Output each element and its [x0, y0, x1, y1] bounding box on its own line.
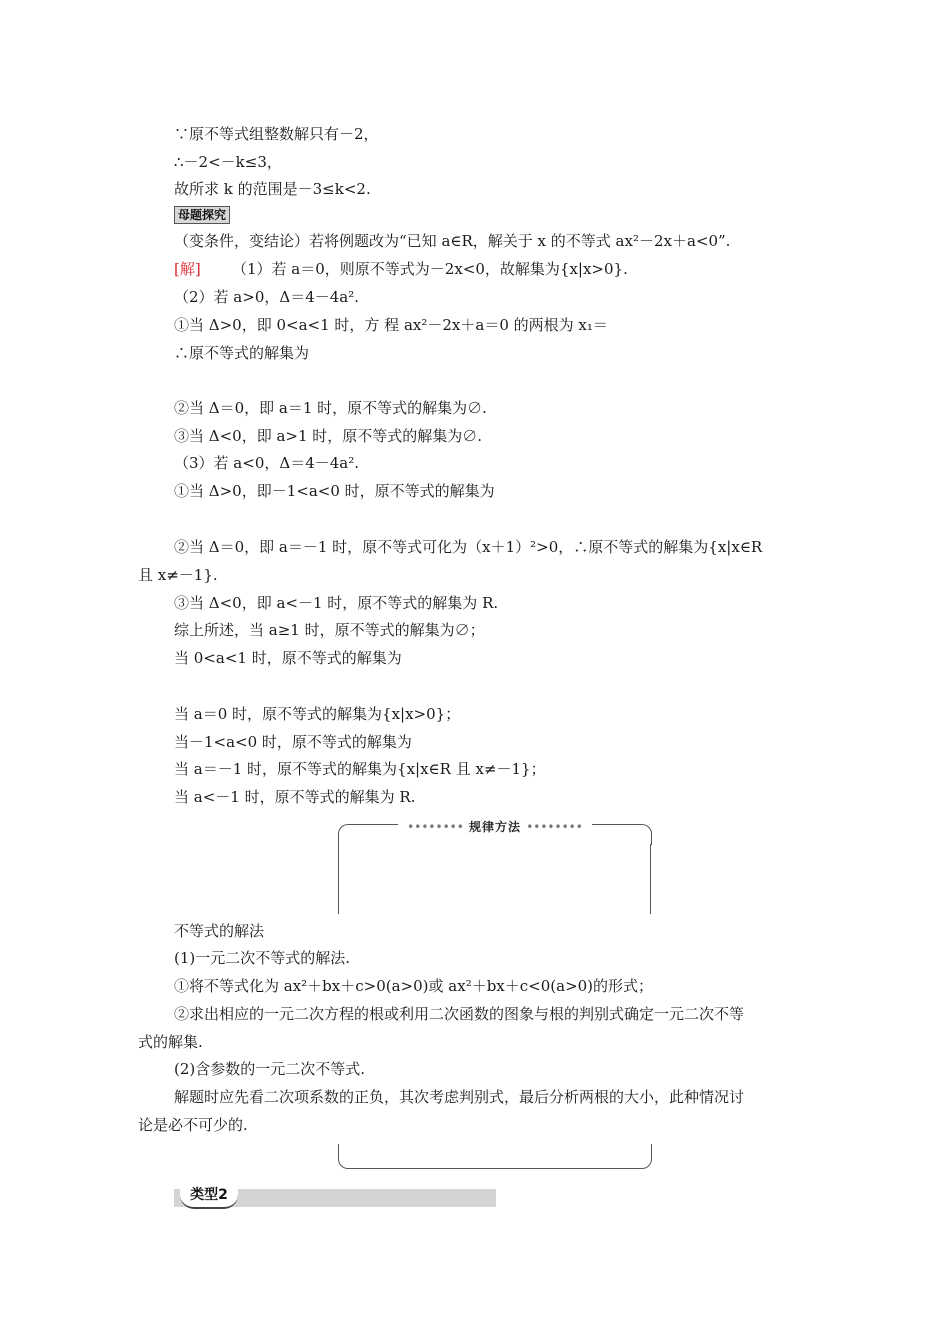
method-box-title [398, 818, 592, 835]
method-box-left-edge [338, 844, 339, 914]
text-line: （1）若 a＝0，则原不等式为－2x<0，故解集为{x|x>0}. [232, 260, 628, 278]
solution-tag: [解] [174, 260, 201, 278]
text-line: ②当 Δ＝0，即 a＝1 时，原不等式的解集为∅. [174, 399, 487, 417]
text-line: 当 0<a<1 时，原不等式的解集为 [174, 649, 402, 667]
text-line: ∴－2<－k≤3， [174, 153, 282, 171]
type-badge: 类型2 [180, 1183, 238, 1209]
text-line: ①当 Δ>0，即－1<a<0 时，原不等式的解集为 [174, 482, 495, 500]
text-line: 不等式的解法 [174, 922, 265, 940]
text-line: ∵原不等式组整数解只有－2， [174, 125, 379, 143]
text-line: (1)一元二次不等式的解法. [174, 949, 351, 967]
text-line: 当 a<－1 时，原不等式的解集为 R. [174, 788, 416, 806]
text-line: ③当 Δ<0，即 a>1 时，原不等式的解集为∅. [174, 427, 483, 445]
text-line: 综上所述，当 a≥1 时，原不等式的解集为∅； [174, 621, 485, 639]
text-line: ②求出相应的一元二次方程的根或利用二次函数的图象与根的判别式确定一元二次不等 [174, 1005, 745, 1023]
text-line: 式的解集. [138, 1033, 203, 1051]
text-line: 当 a＝0 时，原不等式的解集为{x|x>0}； [174, 705, 461, 723]
method-box-bottom [338, 1144, 652, 1169]
text-line: ∴原不等式的解集为 [174, 344, 310, 362]
text-line: ③当 Δ<0，即 a<－1 时，原不等式的解集为 R. [174, 594, 499, 612]
text-line: （变条件，变结论）若将例题改为“已知 a∈R，解关于 x 的不等式 ax²－2x＋a<0”. [174, 232, 731, 250]
method-box-top [338, 820, 652, 914]
text-line: 当－1<a<0 时，原不等式的解集为 [174, 733, 412, 751]
text-line: 当 a＝－1 时，原不等式的解集为{x|x∈R 且 x≠－1}； [174, 760, 546, 778]
text-line: 故所求 k 的范围是－3≤k<2. [174, 180, 371, 198]
method-box-right-edge [650, 844, 651, 914]
mother-question-tag: 母题探究 [174, 206, 230, 224]
text-line: 且 x≠－1}. [138, 566, 218, 584]
text-line: ①将不等式化为 ax²＋bx＋c>0(a>0)或 ax²＋bx＋c<0(a>0)的形式； [174, 977, 654, 995]
text-line: 解题时应先看二次项系数的正负，其次考虑判别式，最后分析两根的大小，此种情况讨 [174, 1088, 745, 1106]
text-line: (2)含参数的一元二次不等式. [174, 1060, 366, 1078]
text-line: 论是必不可少的. [138, 1116, 248, 1134]
method-box-title-text: 规律方法 [468, 820, 521, 834]
text-line: （2）若 a>0，Δ＝4－4a². [174, 288, 360, 306]
text-line: ②当 Δ＝0，即 a＝－1 时，原不等式可化为（x＋1）²>0，∴原不等式的解集为{x|x∈R [174, 538, 763, 556]
text-line: ①当 Δ>0，即 0<a<1 时，方 程 ax²－2x＋a＝0 的两根为 x₁＝ [174, 316, 608, 334]
title-dots: •••••••• [526, 820, 583, 834]
text-line: （3）若 a<0，Δ＝4－4a². [174, 454, 360, 472]
title-dots: •••••••• [407, 820, 464, 834]
